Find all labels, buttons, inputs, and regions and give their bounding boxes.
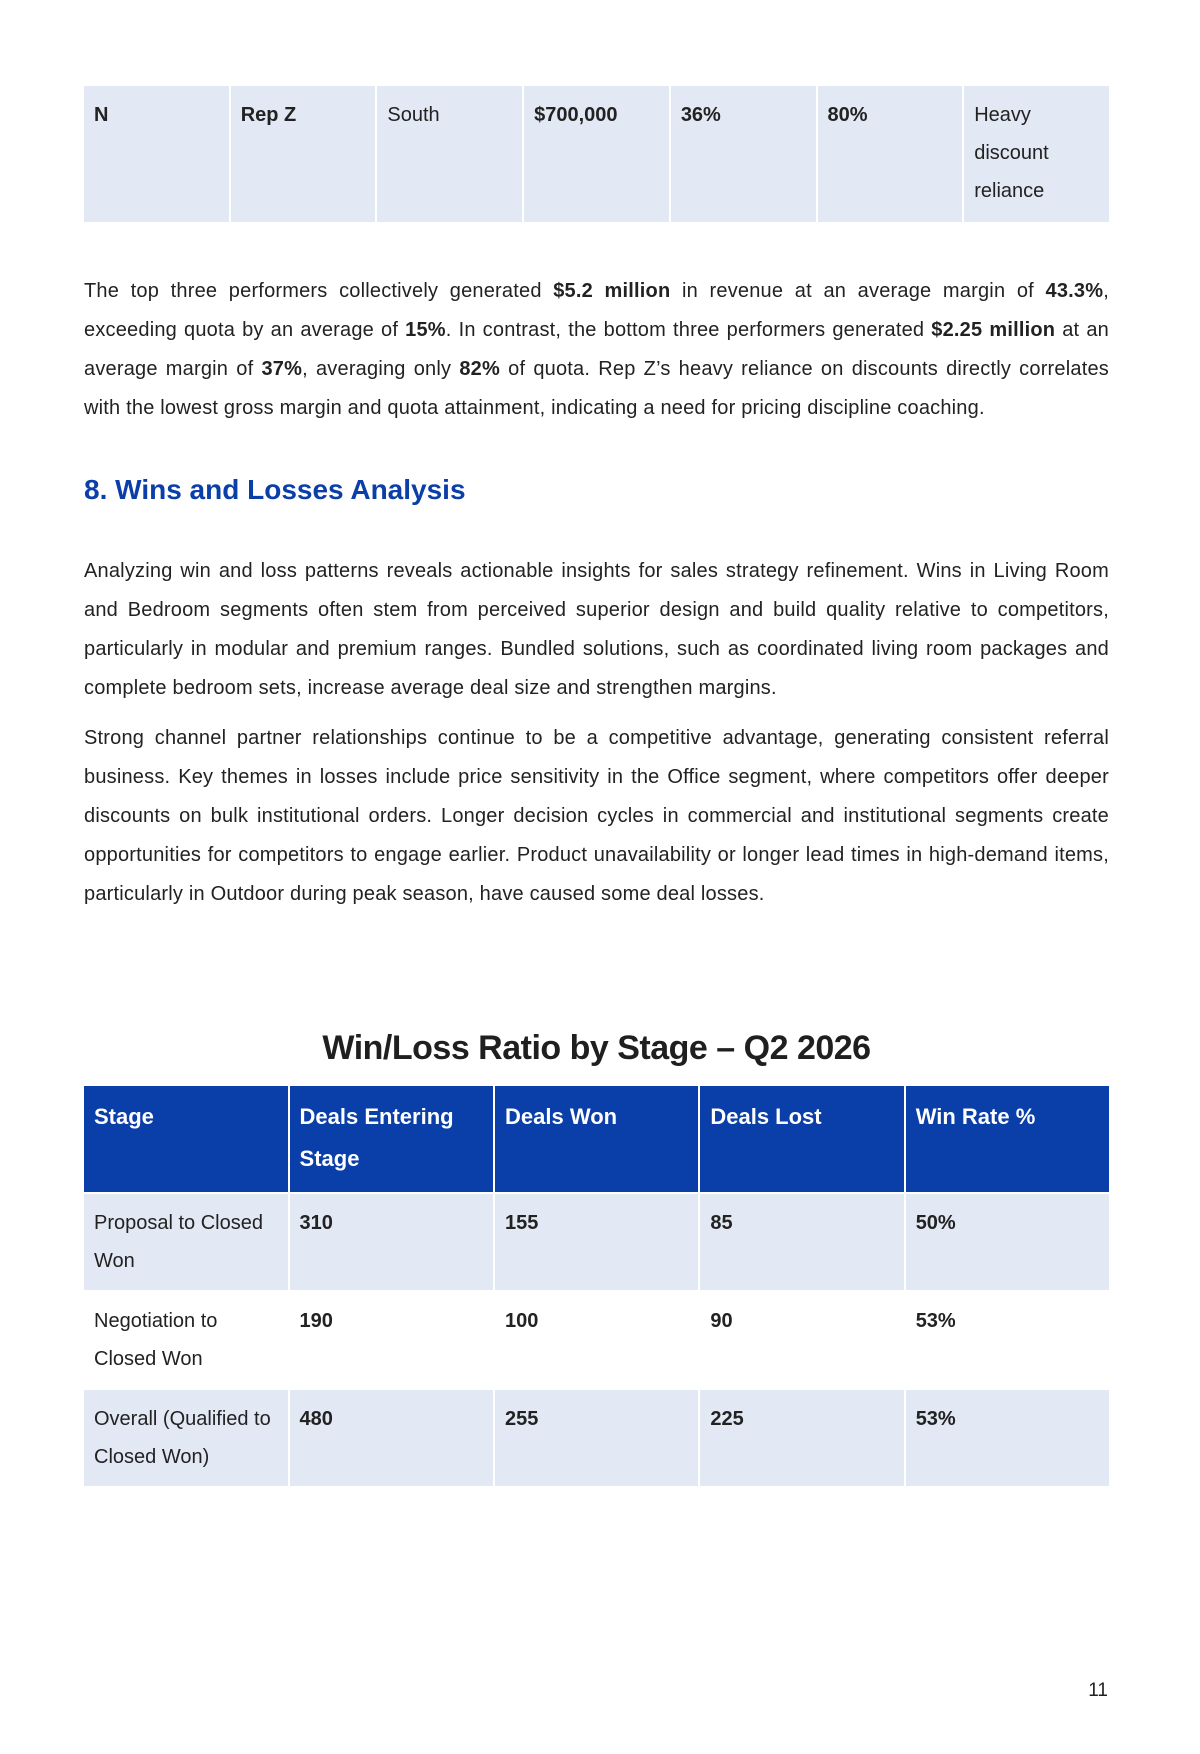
stage-cell: Negotiation to Closed Won: [84, 1292, 288, 1388]
bold-figure: 43.3%: [1045, 280, 1104, 302]
table-row: [84, 1390, 1109, 1486]
text-run: The top three performers collectively generated: [84, 280, 554, 302]
document-page: [84, 84, 1109, 1488]
column-header-stage: Stage: [84, 1086, 288, 1192]
column-header-deals-lost: Deals Lost: [700, 1086, 903, 1192]
rep-performance-table-continued: [82, 84, 1111, 224]
text-run: , exceeding quota by an average of: [84, 280, 1110, 341]
entering-cell: 310: [290, 1194, 493, 1290]
lost-cell: 85: [700, 1194, 903, 1290]
table-cell: $700,000: [524, 86, 669, 222]
lost-cell: 225: [700, 1390, 903, 1486]
wins-losses-paragraph-1: Analyzing win and loss patterns reveals actionable insights for sales strategy refinement. Wins in Living Room and Bedroom segments often stem from perceived superior design and build quality relative to competitors, particularly in modular and premium ranges. Bundled solutions, such as coordinated living room packages and complete bedroom sets, increase average deal size and strengthen margins.: [84, 560, 1109, 699]
stage-cell: Overall (Qualified to Closed Won): [84, 1390, 288, 1486]
won-cell: 155: [495, 1194, 698, 1290]
table-title: Win/Loss Ratio by Stage – Q2 2026: [322, 1029, 871, 1067]
text-run: at an average margin of: [84, 319, 1109, 380]
table-row: [84, 86, 1109, 222]
section-heading: 8. Wins and Losses Analysis: [84, 474, 466, 505]
text-run: . In contrast, the bottom three performers generated: [445, 319, 932, 341]
entering-cell: 190: [290, 1292, 493, 1388]
performers-paragraph: [84, 272, 1109, 428]
entering-cell: 480: [290, 1390, 493, 1486]
bold-figure: $5.2 million: [553, 280, 671, 302]
table-cell: 36%: [671, 86, 816, 222]
bold-figure: 82%: [459, 358, 500, 380]
text-run: , averaging only: [302, 358, 460, 380]
won-cell: 255: [495, 1390, 698, 1486]
table-header-row: [84, 1086, 1109, 1192]
bold-figure: $2.25 million: [931, 319, 1056, 341]
table-cell: Heavy discount reliance: [964, 86, 1109, 222]
table-row: [84, 1194, 1109, 1290]
win-loss-table: [82, 1084, 1111, 1488]
column-header-deals-entering: Deals Entering Stage: [290, 1086, 493, 1192]
lost-cell: 90: [700, 1292, 903, 1388]
won-cell: 100: [495, 1292, 698, 1388]
column-header-deals-won: Deals Won: [495, 1086, 698, 1192]
text-run: of quota. Rep Z’s heavy reliance on discounts directly correlates with the lowest gross margin and quota attainment, indicating a need for pricing discipline coaching.: [84, 358, 1109, 419]
column-header-win-rate: Win Rate %: [906, 1086, 1109, 1192]
win-rate-cell: 53%: [906, 1390, 1109, 1486]
win-rate-cell: 53%: [906, 1292, 1109, 1388]
wins-losses-paragraph-2: Strong channel partner relationships continue to be a competitive advantage, generating consistent referral business. Key themes in losses include price sensitivity in the Office segment, where competitors offer deeper discounts on bulk institutional orders. Longer decision cycles in commercial and institutional segments create opportunities for competitors to engage earlier. Product unavailability or longer lead times in high-demand items, particularly in Outdoor during peak season, have caused some deal losses.: [84, 727, 1109, 905]
win-rate-cell: 50%: [906, 1194, 1109, 1290]
bold-figure: 15%: [405, 319, 446, 341]
text-run: in revenue at an average margin of: [670, 280, 1046, 302]
bold-figure: 37%: [261, 358, 303, 380]
stage-cell: Proposal to Closed Won: [84, 1194, 288, 1290]
table-cell: 80%: [818, 86, 963, 222]
page-number: 11: [1088, 1680, 1108, 1701]
table-cell: South: [377, 86, 522, 222]
table-cell: N: [84, 86, 229, 222]
table-cell: Rep Z: [231, 86, 376, 222]
table-row: [84, 1292, 1109, 1388]
